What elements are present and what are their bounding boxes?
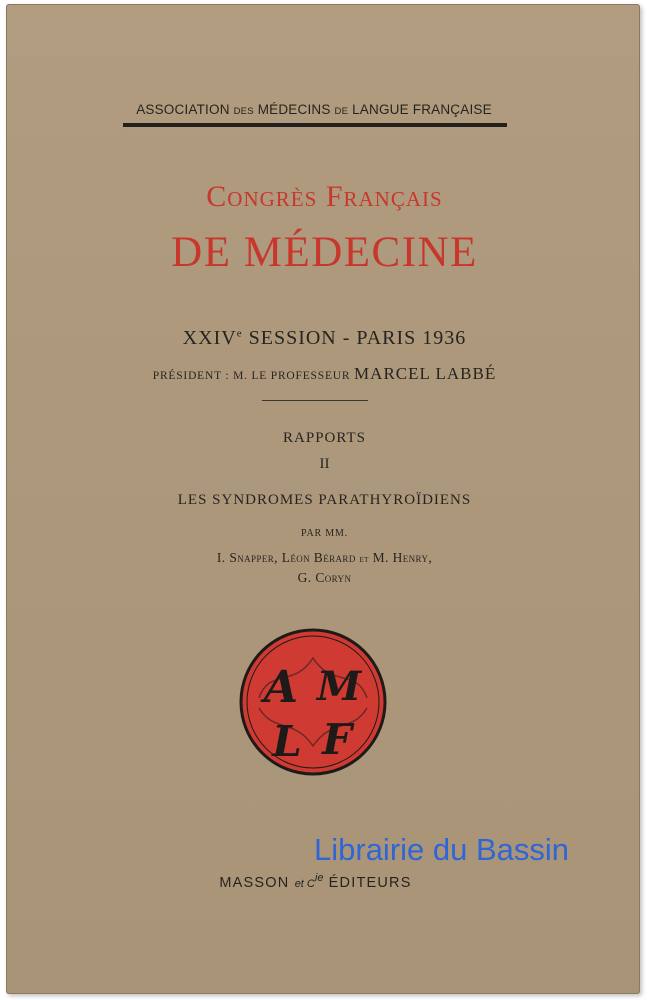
publisher-line xyxy=(0,872,631,891)
separator-rule xyxy=(262,400,368,401)
publisher-connector-sup: ie xyxy=(314,872,324,884)
publisher-role: ÉDITEURS xyxy=(328,874,412,891)
assoc-word-medecins: MÉDECINS xyxy=(257,102,331,117)
authors-part-1: I. Snapper, Léon Bérard xyxy=(216,550,356,565)
volume-numeral: II xyxy=(319,456,330,472)
svg-text:A: A xyxy=(263,662,299,713)
rapports-heading: RAPPORTS xyxy=(283,430,366,446)
title-line-2: DE MÉDECINE xyxy=(171,229,478,276)
president-name: MARCEL LABBÉ xyxy=(354,364,497,383)
publisher-name: MASSON xyxy=(219,874,290,891)
assoc-word-association: ASSOCIATION xyxy=(136,102,230,117)
president-line xyxy=(0,364,649,384)
svg-text:L: L xyxy=(272,717,302,766)
authors-line-2: G. Coryn xyxy=(297,570,352,585)
authors-et: et xyxy=(359,554,369,565)
report-subject: LES SYNDROMES PARATHYROÏDIENS xyxy=(177,492,472,508)
publisher-connector: et C xyxy=(294,877,315,890)
authors-line-1 xyxy=(0,550,649,566)
session-line xyxy=(0,327,649,350)
amlf-seal-logo xyxy=(239,628,387,776)
session-suffix: e xyxy=(236,327,243,340)
president-label: PRÉSIDENT : M. LE PROFESSEUR xyxy=(152,370,351,382)
title-line-1: Congrès Français xyxy=(206,180,443,213)
svg-text:F: F xyxy=(322,715,352,764)
assoc-word-de: DE xyxy=(334,106,349,117)
authors-part-2: M. Henry, xyxy=(372,550,433,565)
svg-text:M: M xyxy=(316,663,362,710)
association-header xyxy=(121,102,507,117)
assoc-word-des: DES xyxy=(233,106,254,117)
session-text: SESSION - PARIS 1936 xyxy=(248,327,467,349)
header-rule xyxy=(123,123,507,127)
assoc-word-langue-francaise: LANGUE FRANÇAISE xyxy=(352,102,492,117)
par-mm: PAR MM. xyxy=(301,528,348,539)
session-number: XXIV xyxy=(182,327,237,349)
watermark-text: Librairie du Bassin xyxy=(314,832,570,867)
